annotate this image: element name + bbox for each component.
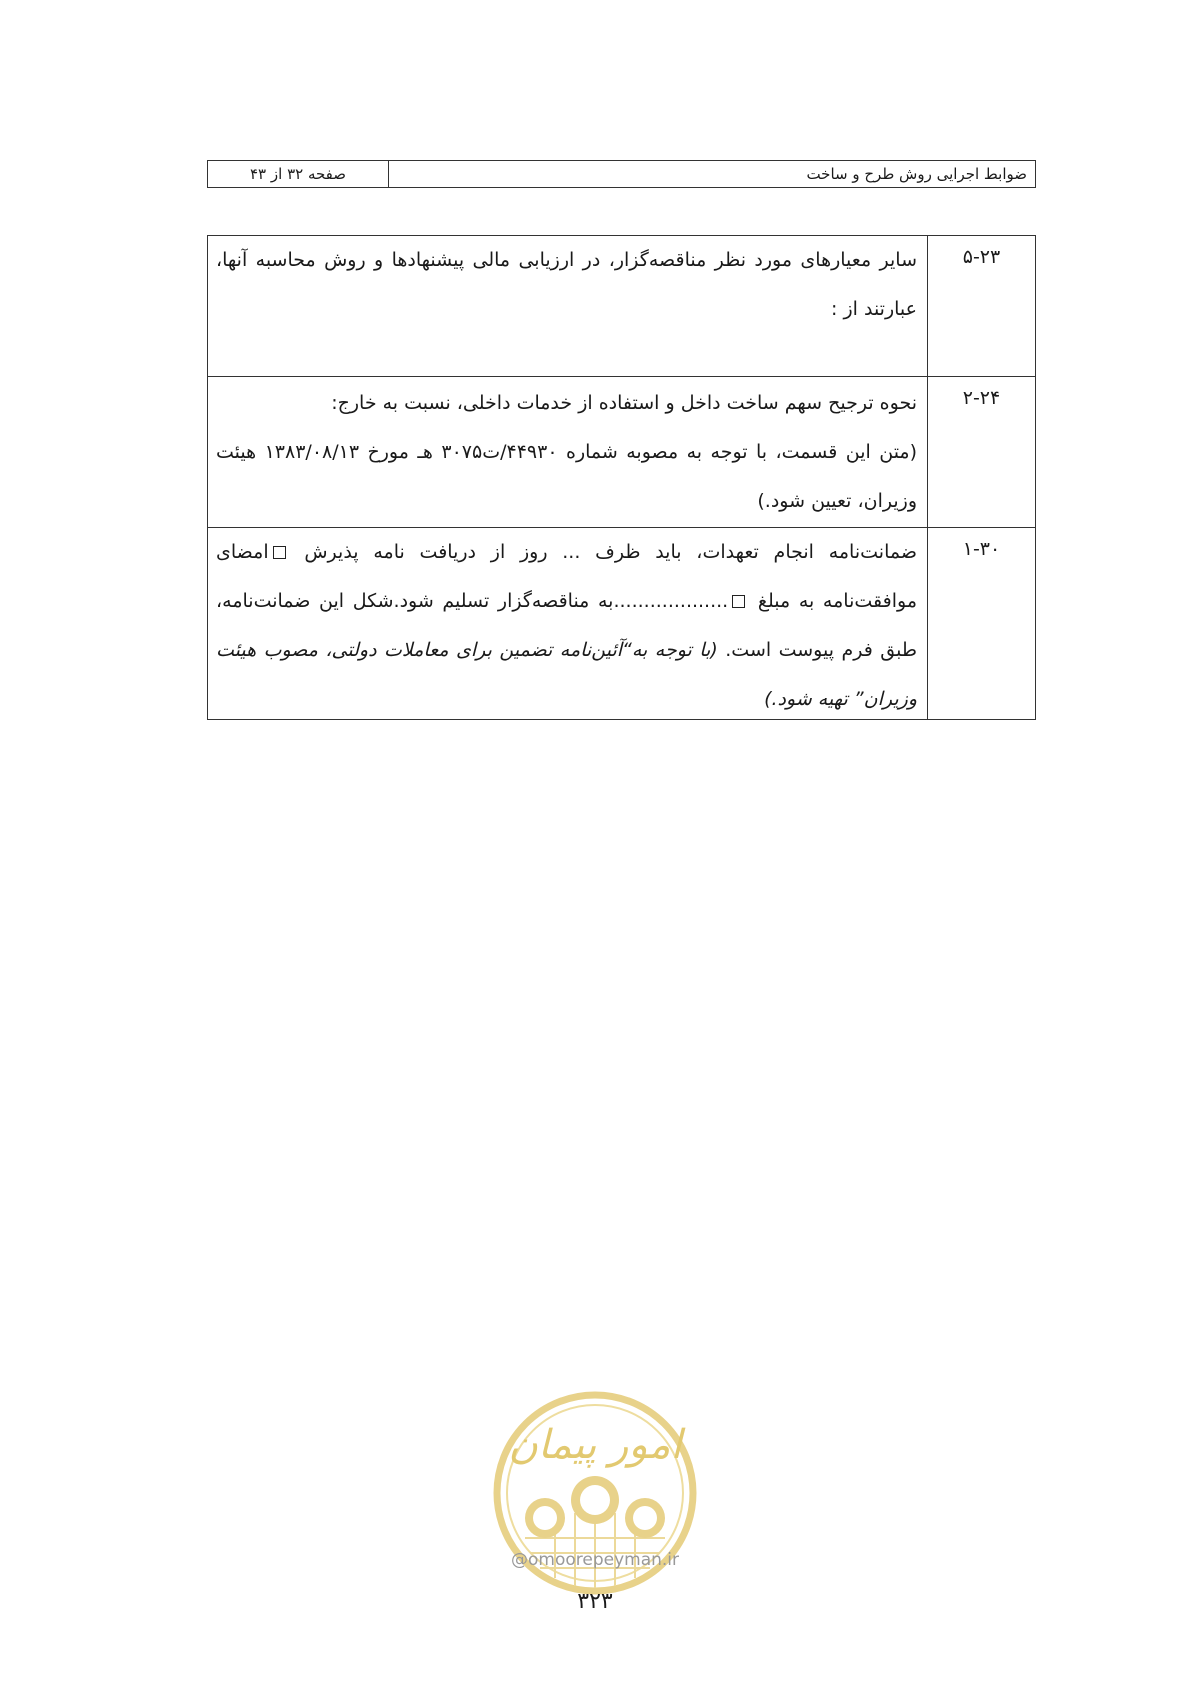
table-row	[208, 527, 1035, 719]
clause-line: سایر معیارهای مورد نظر مناقصه‌گزار، در ارزیابی مالی پیشنهادها و روش محاسبه آنها، عبارتند از :	[216, 249, 917, 320]
clause-text	[208, 377, 927, 527]
document-title: ضوابط اجرایی روش طرح و ساخت	[388, 161, 1035, 187]
clause-segment: ...................به مناقصه‌گزار تسلیم شود.شکل این ضمانت‌نامه، طبق فرم پیوست است.	[216, 590, 917, 661]
clauses-table	[207, 235, 1036, 720]
header-table	[207, 160, 1036, 188]
page-label: صفحه ۳۲ از ۴۳	[249, 165, 347, 183]
table-row	[208, 236, 1035, 376]
logo-caption: @omoorepeyman.ir	[510, 1550, 680, 1570]
clause-text	[208, 236, 927, 376]
clause-number: ۱-۳۰	[927, 528, 1035, 719]
clause-segment: ضمانت‌نامه انجام تعهدات، باید ظرف ... روز از دریافت نامه پذیرش	[304, 541, 917, 563]
clause-line: (متن این قسمت، با توجه به مصوبه شماره ۴۴۹۳۰/ت۳۰۷۵ هـ مورخ ۱۳۸۳/۰۸/۱۳ هیئت وزیران، تعیین شود.)	[216, 441, 918, 512]
page-number: ۳۲۳	[577, 1589, 613, 1614]
checkbox-icon	[732, 595, 745, 608]
logo-script: امور پیمان	[508, 1422, 682, 1468]
clause-number: ۲-۲۴	[927, 377, 1035, 527]
table-row	[208, 376, 1035, 527]
clause-line: نحوه ترجیح سهم ساخت داخل و استفاده از خدمات داخلی، نسبت به خارج:	[331, 392, 917, 414]
clause-number: ۵-۲۳	[927, 236, 1035, 376]
clause-segment: امضای موافقت‌نامه به مبلغ	[216, 541, 917, 612]
checkbox-icon	[273, 546, 286, 559]
clause-text	[208, 528, 927, 719]
clause-italic-note: (با توجه به“آئین‌نامه تضمین برای معاملات دولتی، مصوب هیئت وزیران” تهیه شود.)	[216, 639, 917, 710]
